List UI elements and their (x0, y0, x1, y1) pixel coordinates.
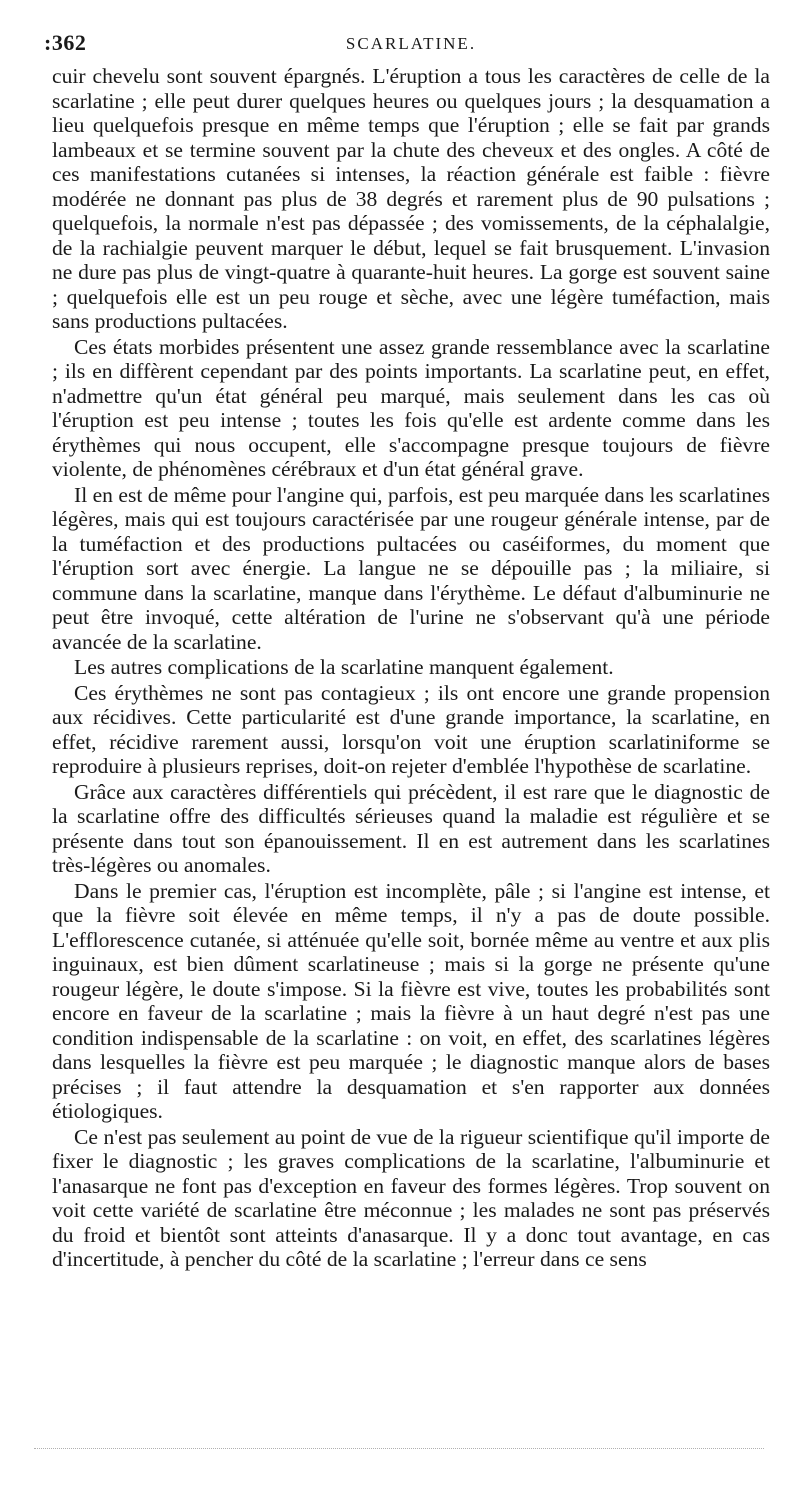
paragraph: Dans le premier cas, l'éruption est incomplète, pâle ; si l'angine est intense, et que la fièvre soit élevée en même temps, il n'y a pas de doute possible. L'efflorescence cutanée, si atténuée qu'elle soit, bornée même au ventre et aux plis inguinaux, est bien dûment scarlatineuse ; mais si la gorge ne présente qu'une rougeur légère, le doute s'impose. Si la fièvre est vive, toutes les probabilités sont encore en faveur de la scarlatine ; mais la fièvre à un haut degré n'est pas une condition indispensable de la scarlatine : on voit, en effet, des scarlatines légères dans lesquelles la fièvre est peu marquée ; le diagnostic manque alors de bases précises ; il faut attendre la desquamation et s'en rapporter aux données étiologiques. (52, 878, 770, 1123)
footer-dotted-rule (34, 1448, 764, 1449)
paragraph: Il en est de même pour l'angine qui, parfois, est peu marquée dans les scarlatines légères, mais qui est toujours caractérisée par une rougeur générale intense, par de la tuméfaction et des productions pultacées ou caséiformes, du moment que l'éruption sort avec énergie. La langue ne se dépouille pas ; la miliaire, si commune dans la scarlatine, manque dans l'érythème. Le défaut d'albuminurie ne peut être invoqué, cette altération de l'urine ne s'observant qu'à une période avancée de la scarlatine. (52, 482, 770, 654)
body-text (52, 64, 770, 1272)
page-header (44, 22, 770, 64)
paragraph: Grâce aux caractères différentiels qui précèdent, il est rare que le diagnostic de la scarlatine offre des difficultés sérieuses quand la maladie est régulière et se présente dans tout son épanouissement. Il en est autrement dans les scarlatines très-légères ou anomales. (52, 779, 770, 877)
book-page (44, 22, 770, 1273)
paragraph: Ce n'est pas seulement au point de vue de la rigueur scientifique qu'il importe de fixer le diagnostic ; les graves complications de la scarlatine, l'albuminurie et l'anasarque ne font pas d'exception en faveur des formes légères. Trop souvent on voit cette variété de scarlatine être méconnue ; les malades ne sont pas préservés du froid et bientôt sont atteints d'anasarque. Il y a donc tout avantage, en cas d'incertitude, à pencher du côté de la scarlatine ; l'erreur dans ce sens (52, 1124, 770, 1271)
paragraph-continuation: cuir chevelu sont souvent épargnés. L'éruption a tous les caractères de celle de la scarlatine ; elle peut durer quelques heures ou quelques jours ; la desquamation a lieu quelquefois presque en même temps que l'éruption ; elle se fait par grands lambeaux et se termine souvent par la chute des cheveux et des ongles. A côté de ces manifestations cutanées si intenses, la réaction générale est faible : fièvre modérée ne donnant pas plus de 38 degrés et rarement plus de 90 pulsations ; quelquefois, la normale n'est pas dépassée ; des vomissements, de la céphalalgie, de la rachialgie peuvent marquer le début, lequel se fait brusquement. L'invasion ne dure pas plus de vingt-quatre à quarante-huit heures. La gorge est souvent saine ; quelquefois elle est un peu rouge et sèche, avec une légère tuméfaction, mais sans productions pultacées. (52, 64, 770, 333)
paragraph: Les autres complications de la scarlatine manquent également. (74, 655, 614, 679)
running-title: SCARLATINE. (345, 34, 477, 53)
page-number: :362 (44, 30, 87, 55)
paragraph: Ces états morbides présentent une assez grande ressemblance avec la scarlatine ; ils en diffèrent cependant par des points importants. La scarlatine peut, en effet, n'admettre qu'un état général peu marqué, mais seulement dans les cas où l'éruption est peu intense ; toutes les fois qu'elle est ardente comme dans les érythèmes qui nous occupent, elle s'accompagne presque toujours de fièvre violente, de phénomènes cérébraux et d'un état général grave. (52, 334, 770, 481)
paragraph: Ces érythèmes ne sont pas contagieux ; ils ont encore une grande propension aux récidives. Cette particularité est d'une grande importance, la scarlatine, en effet, récidive rarement aussi, lorsqu'on voit une éruption scarlatiniforme se reproduire à plusieurs reprises, doit-on rejeter d'emblée l'hypothèse de scarlatine. (52, 680, 770, 778)
